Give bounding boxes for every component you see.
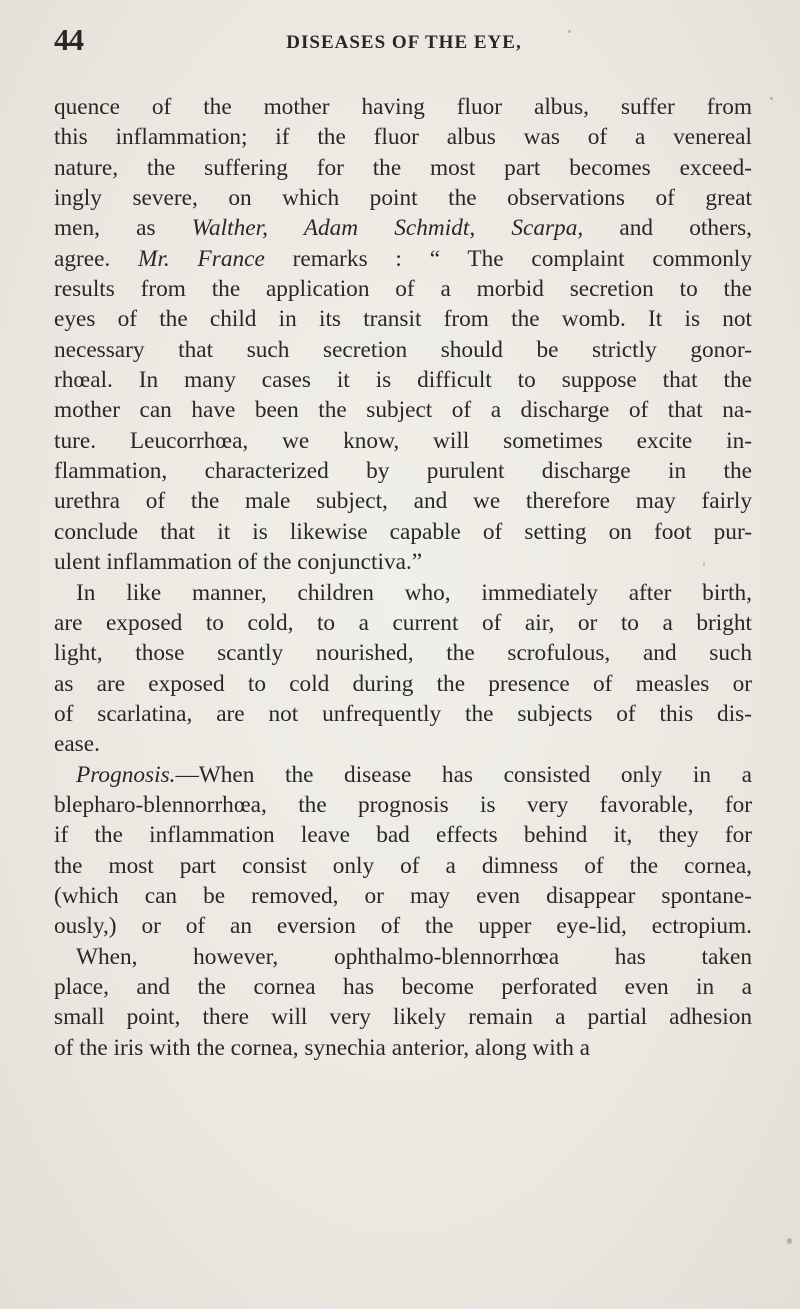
text-run: flammation, characterized by purulent discharge in the: [54, 458, 752, 485]
text-run: ture. Leucorrhœa, we know, will sometimes excite in-: [54, 427, 752, 454]
text-line: [54, 1002, 752, 1032]
ink-speck: [703, 563, 705, 566]
text-run: men, as: [54, 215, 192, 242]
text-line: [54, 335, 752, 365]
text-line: [54, 122, 752, 152]
text-run: ease.: [54, 731, 100, 758]
text-run: if the inflammation leave bad effects behind it, they for: [54, 822, 752, 849]
text-line: [54, 304, 752, 334]
text-line: [54, 851, 752, 881]
text-run: light, those scantly nourished, the scrofulous, and such: [54, 640, 752, 667]
text-line: [54, 426, 752, 456]
text-run: conclude that it is likewise capable of setting on foot pur-: [54, 518, 752, 545]
text-run: rhœal. In many cases it is difficult to suppose that the: [54, 367, 752, 394]
text-line: [54, 365, 752, 395]
text-line: [54, 911, 752, 941]
italic-text: Prognosis.: [76, 761, 176, 788]
ink-speck: [770, 97, 773, 100]
ink-speck: [568, 30, 571, 33]
text-line: [54, 183, 752, 213]
text-line: [54, 669, 752, 699]
text-line: [54, 760, 752, 790]
text-line: [54, 729, 752, 759]
text-run: ulent inflammation of the conjunctiva.”: [54, 549, 423, 576]
ink-speck: [787, 1238, 792, 1244]
text-line: [54, 486, 752, 516]
text-line: [54, 213, 752, 243]
text-run: the most part consist only of a dimness of the cornea,: [54, 852, 752, 879]
text-run: as are exposed to cold during the presence of measles or: [54, 670, 752, 697]
text-run: eyes of the child in its transit from the womb. It is not: [54, 306, 752, 333]
text-run: ously,) or of an eversion of the upper eye-lid, ectropium.: [54, 913, 752, 940]
text-run: agree.: [54, 245, 139, 272]
text-run: results from the application of a morbid secretion to the: [54, 276, 752, 303]
text-line: [54, 638, 752, 668]
text-run: quence of the mother having fluor albus, suffer from: [54, 94, 752, 120]
text-run: (which can be removed, or may even disappear spontane-: [54, 882, 752, 909]
text-line: [54, 153, 752, 183]
text-line: [54, 608, 752, 638]
text-run: —When the disease has consisted only in a: [175, 761, 752, 788]
text-line: [54, 820, 752, 850]
text-line: [54, 972, 752, 1002]
text-run: and others,: [583, 215, 752, 242]
running-head: DISEASES OF THE EYE,: [286, 32, 522, 53]
text-run: nature, the suffering for the most part becomes exceed-: [54, 154, 752, 181]
text-run: remarks : “ The complaint commonly: [264, 245, 752, 272]
text-line: [54, 942, 752, 972]
text-run: of scarlatina, are not unfrequently the subjects of this dis-: [54, 700, 752, 727]
page-number: 44: [54, 22, 83, 57]
text-line: [54, 1033, 752, 1063]
text-line: [54, 790, 752, 820]
page-header: [54, 20, 754, 60]
text-run: are exposed to cold, to a current of air, or to a bright: [54, 609, 752, 636]
text-run: of the iris with the cornea, synechia anterior, along with a: [54, 1034, 591, 1061]
text-line: [54, 699, 752, 729]
text-run: When, however, ophthalmo-blennorrhœa has taken: [76, 943, 752, 970]
text-line: [54, 92, 752, 122]
text-line: [54, 456, 752, 486]
body-text: [54, 92, 752, 1063]
text-run: In like manner, children who, immediately after birth,: [76, 579, 752, 606]
text-line: [54, 395, 752, 425]
text-run: this inflammation; if the fluor albus was of a venereal: [54, 124, 752, 151]
text-line: [54, 517, 752, 547]
text-run: place, and the cornea has become perforated even in a: [54, 973, 752, 1000]
text-run: necessary that such secretion should be strictly gonor-: [54, 336, 752, 363]
text-run: mother can have been the subject of a discharge of that na-: [54, 397, 752, 424]
text-run: small point, there will very likely remain a partial adhesion: [54, 1004, 752, 1031]
text-line: [54, 547, 752, 577]
text-line: [54, 578, 752, 608]
text-run: ingly severe, on which point the observations of great: [54, 185, 752, 212]
text-run: urethra of the male subject, and we therefore may fairly: [54, 488, 752, 515]
italic-text: Walther, Adam Schmidt, Scarpa,: [191, 215, 584, 242]
text-line: [54, 881, 752, 911]
text-line: [54, 244, 752, 274]
italic-text: Mr. France: [138, 245, 265, 272]
text-run: blepharo-blennorrhœa, the prognosis is very favorable, for: [54, 791, 752, 818]
text-line: [54, 274, 752, 304]
